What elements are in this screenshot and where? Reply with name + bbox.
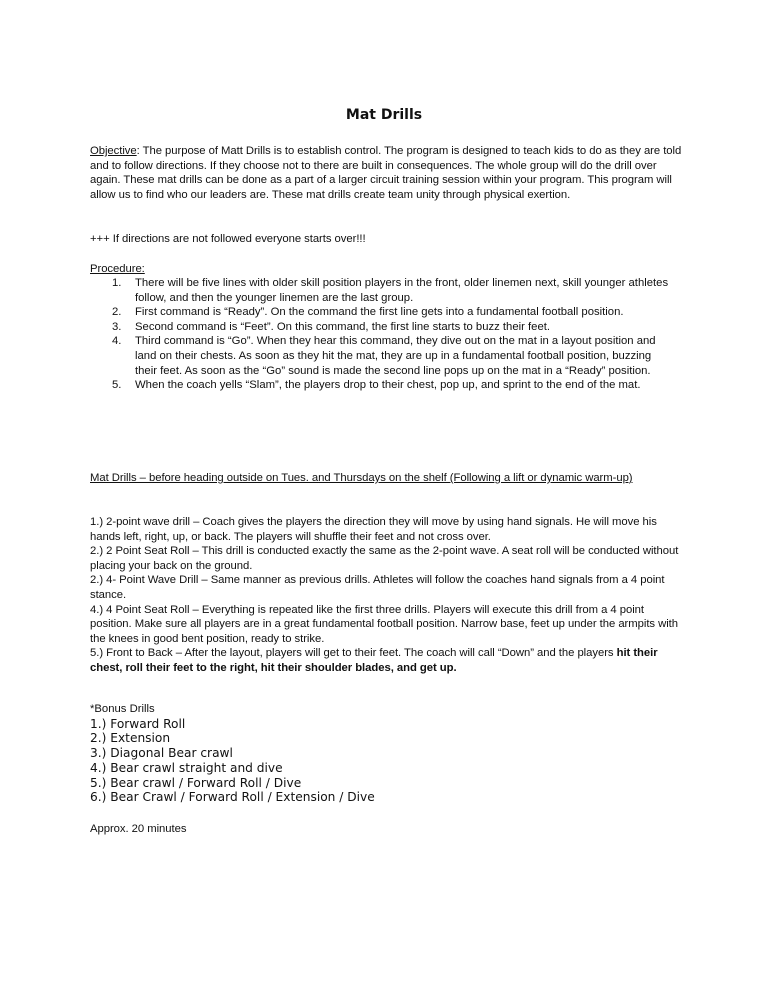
bonus-item: 4.) Bear crawl straight and dive <box>90 760 283 775</box>
step-text: Third command is “Go”. When they hear this command, they dive out on the mat in a layout position and land on their chests. As soon as they hit the mat, they are up in a fundamental football position, buzzing their feet. As soon as the “Go” sound is made the second line pops up on the mat in a “Ready” position. <box>135 335 656 377</box>
approx-duration: Approx. 20 minutes <box>90 823 187 835</box>
objective-text: : The purpose of Matt Drills is to establish control. The program is designed to teach kids to do as they are told and to follow directions. If they choose not to there are built in consequences. The whole group will do the drill over again. These mat drills can be done as a part of a larger circuit training session within your program. This program will allow us to find who our leaders are. These mat drills create team unity through physical exertion. <box>90 145 682 201</box>
step-number: 3. <box>112 320 122 333</box>
drill-item <box>90 646 686 675</box>
objective-label: Objective <box>90 145 137 157</box>
drill-item: 2.) 2 Point Seat Roll – This drill is conducted exactly the same as the 2-point wave. A seat roll will be conducted without placing your back on the ground. <box>90 545 679 572</box>
drill-text: 5.) Front to Back – After the layout, players will get to their feet. The coach will call “Down” and the players <box>90 647 617 660</box>
step-text: Second command is “Feet”. On this command, the first line starts to buzz their feet. <box>135 320 551 333</box>
step-number: 1. <box>112 277 122 289</box>
bonus-item: 3.) Diagonal Bear crawl <box>90 746 233 761</box>
bonus-item: 6.) Bear Crawl / Forward Roll / Extension / Dive <box>90 790 375 805</box>
procedure-step <box>112 276 672 305</box>
bonus-heading: *Bonus Drills <box>90 703 155 715</box>
procedure-step <box>112 320 672 335</box>
bonus-item: 2.) Extension <box>90 731 171 746</box>
drill-bold-text: hit their chest, roll their feet to the right, hit their shoulder blades, and get up. <box>90 647 658 674</box>
procedure-heading: Procedure: <box>90 263 145 275</box>
step-text: There will be five lines with older skill position players in the front, older linemen next, skill younger athletes follow, and then the younger linemen are the last group. <box>135 277 669 304</box>
procedure-step <box>112 334 672 378</box>
drill-item: 4.) 4 Point Seat Roll – Everything is repeated like the first three drills. Players will execute this drill from a 4 point position. Make sure all players are in a great fundamental football position. Narrow base, feet up under the armpits with the knees in good bent position, ready to strike. <box>90 603 678 645</box>
bonus-drills <box>90 702 590 805</box>
step-number: 5. <box>112 379 122 392</box>
page-title: Mat Drills <box>345 107 423 123</box>
procedure-step <box>112 378 672 393</box>
warning-line: +++ If directions are not followed everyone starts over!!! <box>90 233 366 245</box>
step-text: First command is “Ready”. On the command the first line gets into a fundamental football position. <box>135 306 624 319</box>
procedure-list <box>112 276 672 393</box>
step-text: When the coach yells “Slam”, the players drop to their chest, pop up, and sprint to the end of the mat. <box>135 379 641 392</box>
drill-item: 1.) 2-point wave drill – Coach gives the players the direction they will move by using hand signals. He will move his hands left, right, up, or back. The players will shuffle their feet and not cross over. <box>90 516 657 543</box>
bonus-item: 5.) Bear crawl / Forward Roll / Dive <box>90 775 302 790</box>
drill-item: 2.) 4- Point Wave Drill – Same manner as previous drills. Athletes will follow the coaches hand signals from a 4 point stance. <box>90 574 665 601</box>
objective-paragraph <box>90 144 690 202</box>
drills-list <box>90 515 686 676</box>
procedure-step <box>112 305 672 320</box>
bonus-item: 1.) Forward Roll <box>90 716 186 731</box>
step-number: 4. <box>112 335 122 348</box>
step-number: 2. <box>112 306 122 319</box>
mat-drills-heading: Mat Drills – before heading outside on Tues. and Thursdays on the shelf (Following a lift or dynamic warm-up) <box>90 472 633 484</box>
